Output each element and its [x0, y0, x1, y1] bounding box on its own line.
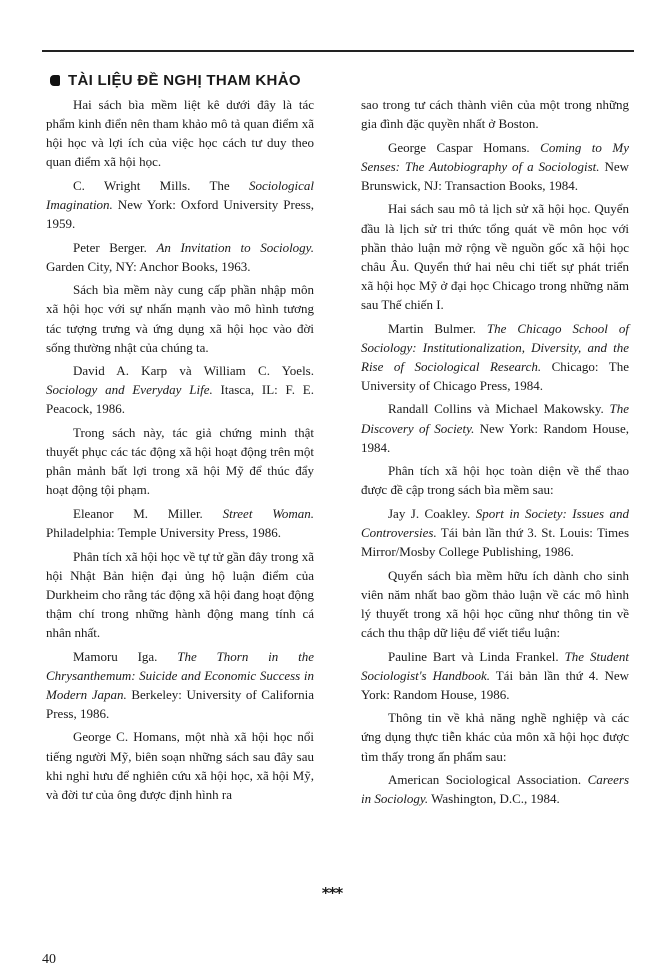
reference-publisher: Chicago: The University of Chicago Press, 1984. [361, 358, 629, 393]
reference-entry [46, 238, 314, 276]
reference-publisher: New York: Oxford University Press, 1959. [46, 196, 314, 232]
reference-author: David A. Karp và William C. Yoels. [73, 363, 314, 379]
heading-text: TÀI LIỆU ĐỀ NGHỊ THAM KHẢO [68, 72, 301, 89]
reference-entry [46, 176, 314, 233]
reference-entry [361, 504, 629, 561]
reference-entry [46, 361, 314, 418]
paragraph: Thông tin về khả năng nghề nghiệp và các ứng dụng thực tiễn khác của môn xã hội học được tìm thấy trong ấn phẩm sau: [361, 710, 629, 764]
page-number: 40 [42, 952, 56, 967]
paragraph: Sách bìa mềm này cung cấp phần nhập môn xã hội học với sự nhấn mạnh vào mô hình tương tác tượng trưng và ứng dụng xã hội học vào đời sống thường nhật của chúng ta. [46, 282, 314, 355]
paragraph: Quyển sách bìa mềm hữu ích dành cho sinh viên năm nhất bao gồm thảo luận về các mô hình lý thuyết trong xã hội học cũng như thông tin về cách thu thập dữ liệu để viết tiểu luận: [361, 567, 629, 640]
paragraph: Hai sách sau mô tả lịch sử xã hội học. Quyển đầu là lịch sử tri thức tổng quát về môn học với phần thảo luận mở rộng về nguồn gốc xã hội học châu Âu. Quyển thứ hai nêu chi tiết sự phát triển xã hội học Mỹ ở đại học Chicago trong những năm sau Thế chiến I. [361, 201, 629, 312]
reference-entry [361, 138, 629, 195]
reference-entry [361, 770, 629, 808]
section-heading [50, 72, 301, 89]
reference-publisher: Tái bản lần thứ 4. New York: Random House, 1986. [361, 667, 629, 702]
reference-author: Eleanor M. Miller. [73, 505, 223, 521]
reference-title: Coming to My Senses: The Autobiography of a Sociologist. [361, 139, 630, 174]
reference-title: The Thorn in the Chrysanthemum: Suicide and Economic Success in Modern Japan. [46, 648, 314, 702]
reference-author: Peter Berger. [73, 239, 157, 255]
reference-author: Pauline Bart và Linda Frankel. [388, 648, 565, 664]
paragraph: Phân tích xã hội học toàn diện về thể thao được đề cập trong sách bìa mềm sau: [361, 463, 629, 498]
left-column [46, 95, 314, 808]
reference-author: Martin Bulmer. [388, 320, 487, 336]
reference-title: Careers in Sociology. [361, 772, 629, 807]
reference-author: Jay J. Coakley. [388, 505, 476, 521]
reference-author: George Caspar Homans. [388, 139, 541, 155]
reference-title: Street Woman. [222, 505, 314, 521]
reference-author: C. Wright Mills. The [73, 177, 249, 193]
right-column [361, 95, 629, 813]
reference-author: Mamoru Iga. [73, 648, 178, 664]
reference-publisher: Tái bản lần thứ 3. St. Louis: Times Mirror/Mosby College Publishing, 1986. [361, 524, 629, 560]
reference-author: Randall Collins và Michael Makowsky. [388, 401, 610, 417]
reference-publisher: New Brunswick, NJ: Transaction Books, 1984. [361, 158, 630, 193]
reference-publisher: New York: Random House, 1984. [361, 420, 629, 455]
reference-author: American Sociological Association. [388, 772, 588, 788]
reference-entry [361, 399, 629, 456]
paragraph: Trong sách này, tác giả chứng minh thật thuyết phục các tác động xã hội hoạt động trên một phân mảnh bất lợi trong xã hội Mỹ để thúc đẩy hoạt động tội phạm. [46, 425, 314, 498]
bullet-icon [50, 75, 60, 86]
reference-publisher: Itasca, IL: F. E. Peacock, 1986. [46, 382, 314, 417]
reference-title: Sociological Imagination. [46, 177, 314, 212]
reference-title: The Chicago School of Sociology: Institutionalization, Diversity, and the Rise of Sociological Research. [361, 320, 629, 374]
paragraph: George C. Homans, một nhà xã hội học nổi tiếng người Mỹ, biên soạn những sách sau đây sau khi nghỉ hưu để nghiên cứu xã hội học, xã hội Mỹ, và đời tư của ông được định hình ra [46, 729, 314, 802]
section-end-stars: *** [321, 884, 343, 902]
reference-publisher: Washington, D.C., 1984. [428, 791, 560, 807]
reference-publisher: Garden City, NY: Anchor Books, 1963. [46, 258, 251, 274]
paragraph: Hai sách bìa mềm liệt kê dưới đây là tác phẩm kinh điển nên tham khảo mô tả quan điểm xã hội học và lợi ích của việc học cách tư duy theo quan điểm xã hội học. [46, 97, 314, 170]
reference-publisher: Berkeley: University of California Press, 1986. [46, 686, 315, 721]
reference-title: Sport in Society: Issues and Controversies. [361, 505, 630, 540]
reference-entry [361, 647, 629, 704]
reference-entry [46, 647, 314, 723]
reference-entry [361, 319, 629, 395]
reference-title: An Invitation to Sociology. [156, 239, 314, 255]
paragraph: Phân tích xã hội học về tự tử gần đây trong xã hội Nhật Bản hiện đại ủng hộ luận điểm của Durkheim cho rằng tác động xã hội đang hoạt động thậm chí trong những hành động mang tính cá nhân nhất. [46, 548, 314, 640]
reference-entry [46, 504, 314, 542]
reference-title: The Discovery of Society. [361, 401, 629, 436]
reference-title: The Student Sociologist's Handbook. [361, 648, 629, 683]
reference-title: Sociology and Everyday Life. [46, 382, 213, 398]
reference-publisher: Philadelphia: Temple University Press, 1986. [46, 524, 281, 540]
paragraph: sao trong tư cách thành viên của một trong những gia đình đặc quyền nhất ở Boston. [361, 97, 629, 132]
top-rule [42, 50, 634, 52]
